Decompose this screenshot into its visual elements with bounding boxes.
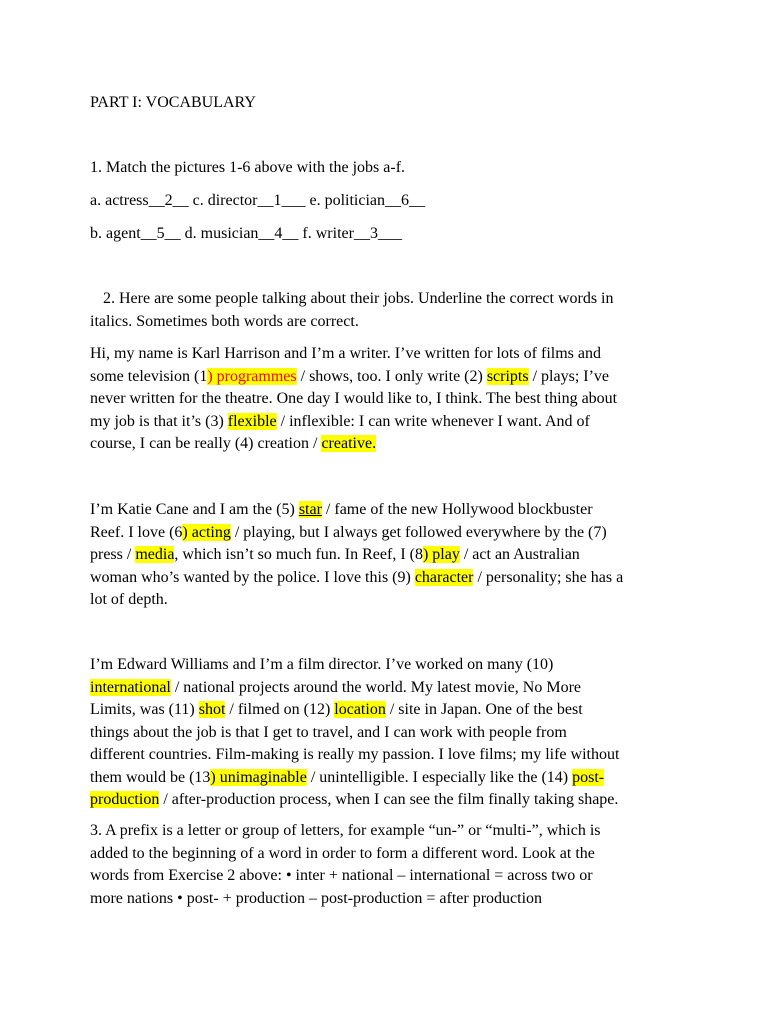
text-run: things about the job is that I get to travel, and I can work with people from	[90, 723, 567, 741]
text-run: Reef. I love (6	[90, 523, 183, 541]
text-run: / filmed on (12)	[225, 701, 335, 718]
highlighted-answer: scripts	[486, 367, 529, 385]
highlighted-answer: creative.	[321, 435, 377, 452]
text-run: / site in Japan. One of the best	[385, 701, 583, 718]
highlighted-answer: post-	[572, 768, 605, 786]
ex3-line: words from Exercise 2 above: • inter + national – international = across two or	[90, 867, 593, 884]
highlighted-answer: character	[414, 568, 474, 586]
highlighted-answer: ) play	[422, 546, 460, 563]
section-heading	[90, 92, 680, 115]
text-run: / personality; she has a	[473, 568, 624, 586]
paragraph-line	[90, 522, 680, 545]
karl-paragraph	[90, 343, 680, 456]
highlighted-answer: ) unimaginable	[210, 768, 307, 786]
paragraph-line	[90, 589, 680, 612]
highlighted-answer: location	[334, 701, 386, 718]
text-run: lot of depth.	[90, 591, 168, 608]
paragraph-line	[90, 767, 680, 790]
text-run: / plays; I’ve	[528, 367, 610, 385]
text-run: / unintelligible. I especially like the (14)	[306, 768, 573, 786]
answers-line-2-text: b. agent__5__ d. musician__4__ f. writer__3___	[90, 225, 402, 242]
text-run: / fame of the new Hollywood blockbuster	[321, 501, 593, 518]
heading-text: PART I: VOCABULARY	[90, 94, 256, 111]
edward-paragraph	[90, 654, 680, 812]
text-run: / national projects around the world. My latest movie, No More	[170, 678, 581, 696]
paragraph-line	[90, 343, 680, 366]
ex3-line: more nations • post- + production – post-production = after production	[90, 889, 543, 907]
highlighted-answer: ) acting	[182, 523, 231, 541]
highlighted-answer: production	[90, 791, 160, 808]
text-run: Limits, was (11)	[90, 701, 199, 718]
highlighted-answer: ) programmes	[207, 367, 297, 385]
exercise-1-answers-line-1	[90, 190, 680, 213]
paragraph-line	[90, 722, 680, 745]
paragraph-line	[90, 433, 680, 456]
exercise-1-prompt	[90, 157, 680, 180]
highlighted-answer: flexible	[227, 412, 277, 430]
paragraph-line	[90, 654, 680, 677]
paragraph-line	[90, 544, 680, 567]
text-run: them would be (13	[90, 768, 211, 786]
exercise-2-intro	[90, 288, 680, 333]
paragraph-line	[90, 388, 680, 411]
text-run: / after-production process, when I can see the film finally taking shape.	[159, 791, 619, 808]
text-run: Hi, my name is Karl Harrison and I’m a writer. I’ve written for lots of films and	[90, 345, 601, 362]
highlighted-answer: media	[135, 546, 175, 563]
intro-line: 2. Here are some people talking about their jobs. Underline the correct words in	[103, 290, 614, 307]
exercise-1-prompt-text: 1. Match the pictures 1-6 above with the jobs a-f.	[90, 159, 406, 176]
paragraph-line	[90, 411, 680, 434]
text-run: / shows, too. I only write (2)	[296, 367, 487, 385]
text-run: I’m Edward Williams and I’m a film director. I’ve worked on many (10)	[90, 656, 554, 673]
paragraph-line	[90, 789, 680, 812]
text-run: woman who’s wanted by the police. I love this (9)	[90, 568, 415, 586]
highlighted-answer: shot	[198, 701, 226, 718]
text-run: / inflexible: I can write whenever I want. And of	[276, 412, 590, 430]
exercise-3-paragraph	[90, 820, 680, 910]
answers-line-1-text: a. actress__2__ c. director__1___ e. politician__6__	[90, 192, 426, 209]
paragraph-line	[90, 699, 680, 722]
paragraph-line	[90, 744, 680, 767]
paragraph-line	[90, 366, 680, 389]
text-run: press /	[90, 546, 136, 563]
ex3-line: 3. A prefix is a letter or group of letters, for example “un-” or “multi-”, which is	[90, 822, 601, 839]
text-run: course, I can be really (4) creation /	[90, 435, 322, 452]
highlighted-answer: international	[90, 678, 171, 696]
text-run: different countries. Film-making is really my passion. I love films; my life without	[90, 746, 620, 763]
text-run: never written for the theatre. One day I would like to, I think. The best thing about	[90, 390, 618, 407]
exercise-1-answers-line-2	[90, 223, 680, 246]
ex3-line: added to the beginning of a word in order to form a different word. Look at the	[90, 844, 595, 862]
katie-paragraph	[90, 499, 680, 612]
text-run: some television (1	[90, 367, 208, 385]
text-run: / playing, but I always get followed everywhere by the (7)	[230, 523, 607, 541]
text-run: I’m Katie Cane and I am the (5)	[90, 501, 299, 518]
highlighted-answer: star	[298, 501, 322, 518]
paragraph-line	[90, 499, 680, 522]
paragraph-line	[90, 567, 680, 590]
text-run: , which isn’t so much fun. In Reef, I (8	[174, 546, 423, 563]
paragraph-line	[90, 677, 680, 700]
intro-line: italics. Sometimes both words are correct.	[90, 312, 359, 330]
text-run: my job is that it’s (3)	[90, 412, 228, 430]
text-run: / act an Australian	[459, 546, 580, 563]
